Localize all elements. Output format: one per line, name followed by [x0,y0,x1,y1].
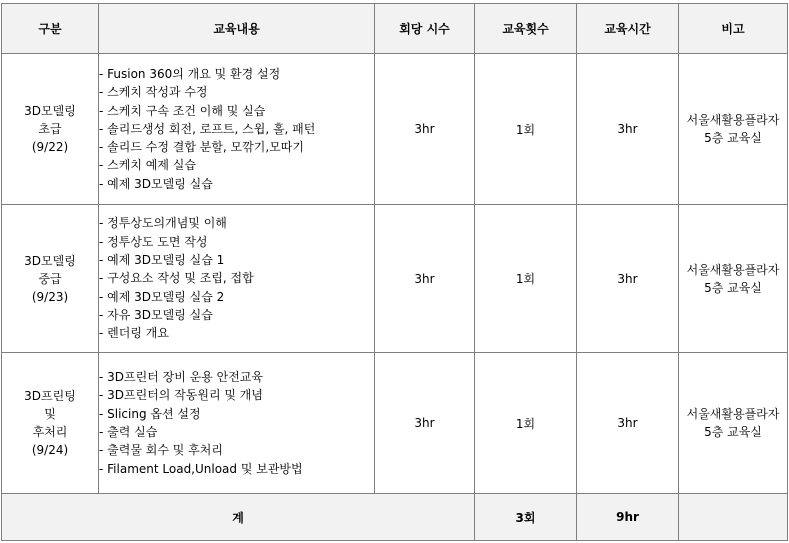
category-line: 3D모델링 [24,104,76,118]
row-total-hours: 3hr [577,205,679,353]
category-line: 후처리 [32,425,68,439]
header-sessions: 교육횟수 [475,4,577,54]
content-line: - 스케치 구속 조건 이해 및 실습 [99,103,266,118]
row-contents [99,205,375,353]
table-row [2,353,788,494]
note-line: 5층 교육실 [704,131,762,145]
header-note: 비고 [679,4,788,54]
note-line: 서울새활용플라자 [686,113,780,127]
content-line: - 출력 실습 [99,425,158,439]
header-row [2,4,788,54]
header-category: 구분 [2,4,99,54]
content-line: - 자유 3D모델링 실습 [99,307,213,322]
total-note [679,494,788,541]
content-line: - 예제 3D모델링 실습 2 [99,289,225,304]
content-line: - Slicing 옵션 설정 [99,406,201,421]
note-line: 서울새활용플라자 [686,262,780,277]
table-row [2,205,788,353]
content-line: - 구성요소 작성 및 조립, 접합 [99,271,254,286]
row-hours-per-session: 3hr [375,353,475,494]
category-line: (9/24) [31,443,69,457]
row-sessions: 1회 [475,54,577,205]
category-line: 3D모델링 [24,253,76,268]
header-contents: 교육내용 [99,4,375,54]
note-line: 서울새활용플라자 [686,407,780,421]
row-hours-per-session: 3hr [375,54,475,205]
category-line: (9/23) [31,289,69,304]
row-sessions: 1회 [475,353,577,494]
content-line: - 출력물 회수 및 후처리 [99,443,223,458]
row-category [2,353,99,494]
row-category [2,54,99,205]
category-line: 3D프린팅 [24,389,76,403]
table-row [2,54,788,205]
content-line: - 예제 3D모델링 실습 [99,176,213,191]
content-line: - 예제 3D모델링 실습 1 [99,253,225,268]
total-row [2,494,788,541]
row-hours-per-session: 3hr [375,205,475,353]
category-line: 중급 [38,271,62,286]
row-total-hours: 3hr [577,353,679,494]
row-note [679,353,788,494]
total-label: 계 [2,494,475,541]
row-contents [99,353,375,494]
content-line: - Filament Load,Unload 및 보관방법 [99,461,303,476]
content-line: - 렌더링 개요 [99,326,169,341]
education-schedule-table [1,3,788,541]
row-total-hours: 3hr [577,54,679,205]
row-category [2,205,99,353]
category-line: (9/22) [31,140,69,154]
row-contents [99,54,375,205]
content-line: - 3D프린터의 작동원리 및 개념 [99,388,263,403]
content-line: - 스케치 작성과 수정 [99,85,208,100]
row-note [679,205,788,353]
content-line: - 솔리드생성 회전, 로프트, 스윕, 홀, 패턴 [99,121,316,136]
content-line: - 정투상도 도면 작성 [99,234,208,249]
header-hours-per-session: 회당 시수 [375,4,475,54]
note-line: 5층 교육실 [704,425,762,439]
content-line: - Fusion 360의 개요 및 환경 설정 [99,66,281,81]
content-line: - 정투상도의개념및 이해 [99,216,227,231]
content-line: - 스케치 예제 실습 [99,158,196,173]
row-sessions: 1회 [475,205,577,353]
note-line: 5층 교육실 [704,280,762,295]
total-hours: 9hr [577,494,679,541]
header-total-hours: 교육시간 [577,4,679,54]
total-sessions: 3회 [475,494,577,541]
category-line: 및 [44,407,56,421]
category-line: 초급 [38,122,62,136]
content-line: - 솔리드 수정 결합 분할, 모깎기,모따기 [99,140,304,155]
content-line: - 3D프린터 장비 운용 안전교육 [99,370,263,385]
row-note [679,54,788,205]
